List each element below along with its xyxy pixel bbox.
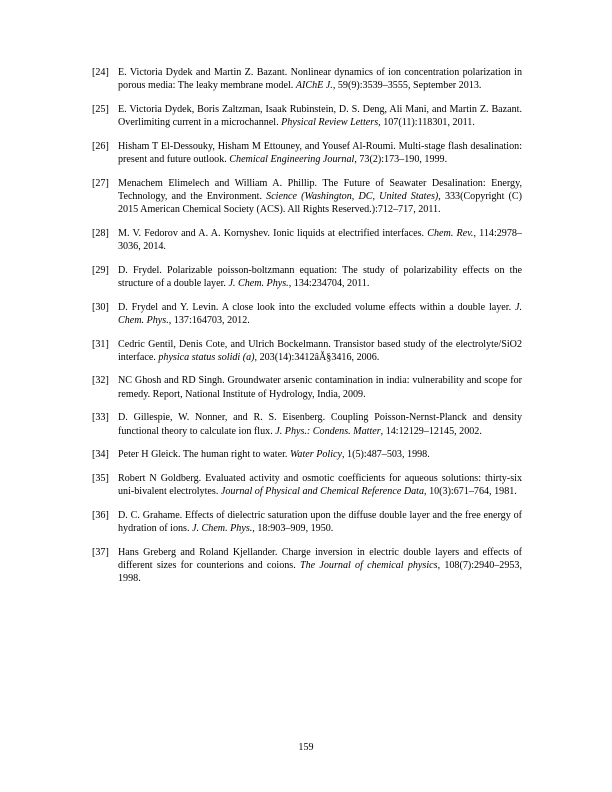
reference-list: [92, 66, 522, 596]
reference-number: [34]: [92, 449, 109, 461]
reference-source-title: Chemical Engineering Journal: [229, 154, 355, 166]
reference-number: [24]: [92, 67, 109, 78]
reference-text: [118, 472, 522, 498]
reference-entry: [92, 140, 522, 166]
reference-text-part1: Hans Greberg and Roland Kjellander. Charge inversion in electric double layers and effects of different sizes for counterions and coions.: [118, 546, 522, 571]
reference-entry: [92, 448, 522, 461]
reference-text-part2: , 18:903–909, 1950.: [252, 523, 334, 535]
reference-number: [32]: [92, 375, 109, 387]
reference-text-part2: , 134:234704, 2011.: [288, 277, 370, 289]
reference-entry: [92, 472, 522, 498]
reference-text-part2: , 114:2978–3036, 2014.: [118, 227, 522, 253]
reference-text: [118, 509, 522, 535]
reference-text: [118, 177, 522, 217]
reference-text-part2: , 73(2):173–190, 1999.: [354, 154, 448, 166]
reference-number: [28]: [92, 227, 109, 239]
reference-text: [118, 227, 522, 253]
reference-number: [36]: [92, 509, 109, 521]
reference-text-part1: Cedric Gentil, Denis Cote, and Ulrich Bockelmann. Transistor based study of the electrolyte/SiO2 interface.: [118, 338, 522, 363]
reference-text: [118, 66, 522, 92]
reference-source-title: J. Chem. Phys.: [192, 523, 253, 535]
reference-text-part1: Peter H Gleick. The human right to water.: [118, 449, 290, 461]
reference-entry: [92, 66, 522, 92]
reference-number: [29]: [92, 264, 109, 276]
reference-source-title: Water Policy: [289, 449, 342, 461]
reference-number: [30]: [92, 301, 109, 313]
reference-number: [33]: [92, 412, 109, 424]
reference-entry: [92, 264, 522, 290]
reference-text-part2: , 107(11):118301, 2011.: [378, 117, 475, 129]
reference-text-part2: , 1(5):487–503, 1998.: [341, 449, 430, 461]
reference-entry: [92, 177, 522, 217]
reference-entry: [92, 546, 522, 586]
reference-entry: [92, 411, 522, 437]
reference-entry: [92, 338, 522, 364]
reference-number: [26]: [92, 140, 109, 152]
reference-number: [31]: [92, 338, 109, 350]
reference-text-part1: E. Victoria Dydek and Martin Z. Bazant. Nonlinear dynamics of ion concentration polarization in porous media: The leaky membrane model.: [118, 67, 522, 92]
reference-source-title: The Journal of chemical physics: [300, 559, 438, 571]
reference-entry: [92, 509, 522, 535]
reference-text: [118, 448, 522, 461]
reference-text-part1: M. V. Fedorov and A. A. Kornyshev. Ionic liquids at electrified interfaces.: [118, 227, 428, 239]
reference-text: [118, 374, 522, 400]
page-number: 159: [298, 742, 314, 753]
reference-entry: [92, 301, 522, 327]
reference-source-title: J. Phys.: Condens. Matter: [275, 425, 381, 437]
reference-text-part2: , 10(3):671–764, 1981.: [424, 486, 517, 498]
reference-entry: [92, 103, 522, 129]
reference-source-title: physica status solidi (a): [158, 351, 255, 363]
reference-text: [118, 301, 522, 327]
reference-source-title: AIChE J.: [295, 80, 333, 92]
reference-source-title: J. Chem. Phys.: [118, 301, 522, 326]
reference-text-part2: , 333(Copyright (C) 2015 American Chemical Society (ACS). All Rights Reserved.):712–717, 2011.: [118, 190, 522, 216]
reference-text-part2: , 59(9):3539–3555, September 2013.: [332, 80, 482, 92]
reference-text-part1: Hisham T El-Dessouky, Hisham M Ettouney, and Yousef Al-Roumi. Multi-stage flash desalination: present and future outlook.: [118, 140, 522, 166]
reference-text: [118, 411, 522, 437]
reference-text-part1: D. C. Grahame. Effects of dielectric saturation upon the diffuse double layer and the free energy of hydration of ions.: [118, 509, 522, 535]
reference-number: [35]: [92, 472, 109, 484]
reference-text-part2: , 14:12129–12145, 2002.: [380, 425, 482, 437]
reference-text: [118, 546, 522, 586]
reference-source-title: Chem. Rev.: [427, 227, 474, 239]
reference-entry: [92, 374, 522, 400]
reference-text-part1: Robert N Goldberg. Evaluated activity and osmotic coefficients for aqueous solutions: thirty-six uni-bivalent electrolytes.: [118, 472, 522, 498]
reference-text-part1: D. Gillespie, W. Nonner, and R. S. Eisenberg. Coupling Poisson-Nernst-Planck and density functional theory to calculate ion flux.: [118, 412, 522, 437]
reference-number: [27]: [92, 177, 109, 189]
reference-text: [118, 140, 522, 166]
reference-text: [118, 103, 522, 129]
reference-text-part2: , 108(7):2940–2953, 1998.: [118, 559, 522, 585]
reference-text-part1: D. Frydel. Polarizable poisson-boltzmann equation: The study of polarizability effects on the structure of a double layer.: [118, 264, 522, 289]
reference-text: [118, 338, 522, 364]
reference-text-part1: E. Victoria Dydek, Boris Zaltzman, Isaak Rubinstein, D. S. Deng, Ali Mani, and Martin Z. Bazant. Overlimiting current in a microchannel.: [118, 103, 522, 129]
reference-text-part1: Menachem Elimelech and William A. Phillip. The Future of Seawater Desalination: Energy, Technology, and the Environment.: [118, 177, 522, 202]
reference-source-title: Physical Review Letters: [281, 117, 379, 129]
reference-source-title: Journal of Physical and Chemical Reference Data: [220, 486, 425, 498]
reference-text-part2: , 137:164703, 2012.: [168, 314, 250, 326]
reference-text-part2: , 203(14):3412âĂ§3416, 2006.: [254, 351, 380, 363]
reference-source-title: Science (Washington, DC, United States): [266, 190, 439, 202]
reference-text-part1: NC Ghosh and RD Singh. Groundwater arsenic contamination in india: vulnerability and scope for remedy. Report, National Institute of Hydrology, India, 2009.: [118, 375, 522, 400]
reference-number: [37]: [92, 546, 109, 558]
reference-text: [118, 264, 522, 290]
reference-number: [25]: [92, 103, 109, 115]
reference-entry: [92, 227, 522, 253]
reference-source-title: J. Chem. Phys.: [228, 277, 289, 289]
reference-text-part1: D. Frydel and Y. Levin. A close look into the excluded volume effects within a double layer.: [118, 301, 515, 313]
